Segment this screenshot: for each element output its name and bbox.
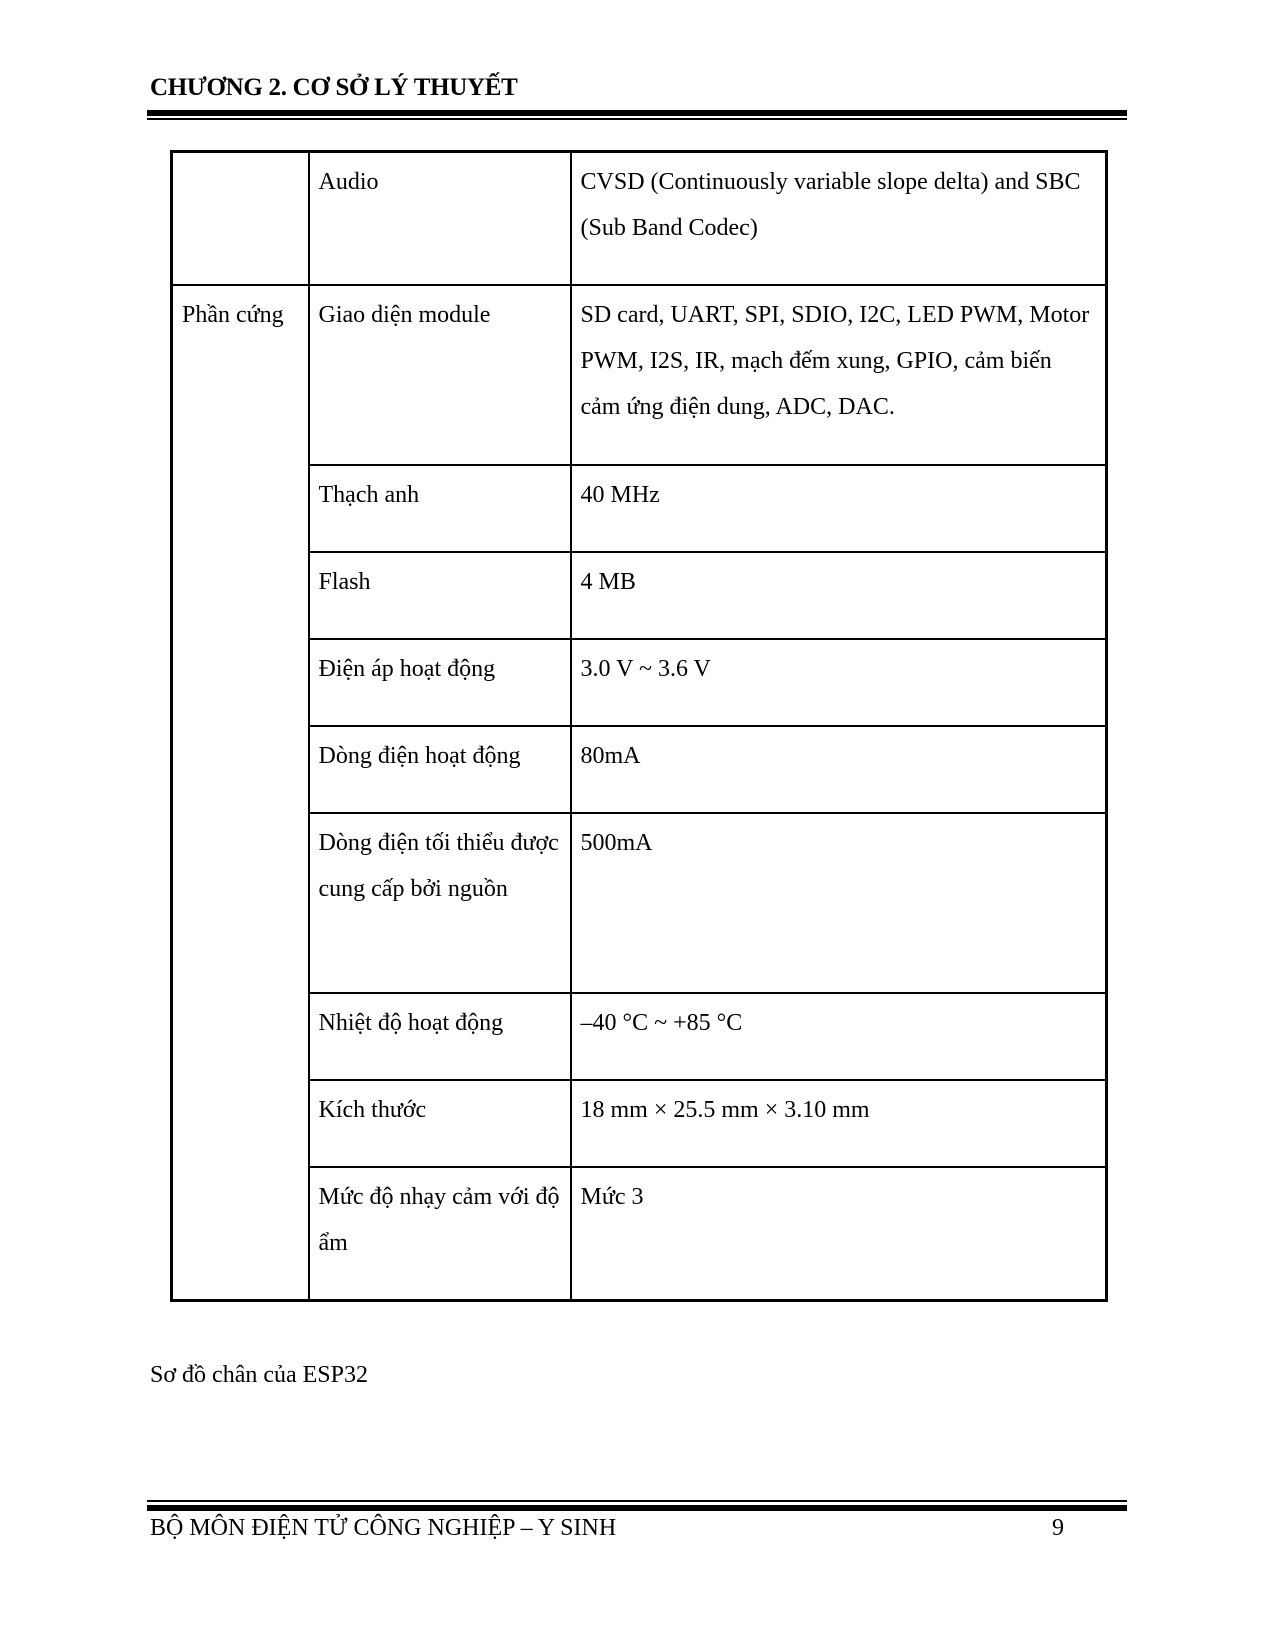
param-cell: Nhiệt độ hoạt động bbox=[309, 993, 571, 1080]
value-cell: CVSD (Continuously variable slope delta) and SBC (Sub Band Codec) bbox=[571, 152, 1107, 285]
table-row bbox=[172, 1167, 1107, 1301]
table-row bbox=[172, 993, 1107, 1080]
footer-rule-thin bbox=[147, 1500, 1127, 1502]
value-cell: 4 MB bbox=[571, 552, 1107, 639]
table-row bbox=[172, 465, 1107, 552]
param-cell: Điện áp hoạt động bbox=[309, 639, 571, 726]
group-cell bbox=[172, 152, 309, 285]
param-cell: Mức độ nhạy cảm với độ ẩm bbox=[309, 1167, 571, 1301]
header-rule-thick bbox=[147, 110, 1127, 116]
table-row bbox=[172, 1080, 1107, 1167]
spec-table bbox=[170, 150, 1108, 1302]
param-cell: Dòng điện tối thiểu được cung cấp bởi nguồn bbox=[309, 813, 571, 993]
value-cell: Mức 3 bbox=[571, 1167, 1107, 1301]
table-row bbox=[172, 639, 1107, 726]
table-row bbox=[172, 813, 1107, 993]
param-cell: Dòng điện hoạt động bbox=[309, 726, 571, 813]
value-cell: 500mA bbox=[571, 813, 1107, 993]
param-cell: Giao diện module bbox=[309, 285, 571, 465]
table-row bbox=[172, 285, 1107, 465]
value-cell: 18 mm × 25.5 mm × 3.10 mm bbox=[571, 1080, 1107, 1167]
footer-department: BỘ MÔN ĐIỆN TỬ CÔNG NGHIỆP – Y SINH bbox=[150, 1515, 617, 1541]
table-row bbox=[172, 726, 1107, 813]
value-cell: 3.0 V ~ 3.6 V bbox=[571, 639, 1107, 726]
value-cell: –40 °C ~ +85 °C bbox=[571, 993, 1107, 1080]
group-cell: Phần cứng bbox=[172, 285, 309, 1301]
value-cell: 40 MHz bbox=[571, 465, 1107, 552]
figure-caption: Sơ đồ chân của ESP32 bbox=[150, 1362, 369, 1388]
param-cell: Flash bbox=[309, 552, 571, 639]
header-rule-thin bbox=[147, 118, 1127, 120]
page-number: 9 bbox=[1052, 1515, 1064, 1541]
value-cell: SD card, UART, SPI, SDIO, I2C, LED PWM, Motor PWM, I2S, IR, mạch đếm xung, GPIO, cảm biến cảm ứng điện dung, ADC, DAC. bbox=[571, 285, 1107, 465]
param-cell: Audio bbox=[309, 152, 571, 285]
table-row bbox=[172, 552, 1107, 639]
value-cell: 80mA bbox=[571, 726, 1107, 813]
chapter-title: CHƯƠNG 2. CƠ SỞ LÝ THUYẾT bbox=[150, 74, 518, 101]
footer-rule-thick bbox=[147, 1505, 1127, 1511]
param-cell: Kích thước bbox=[309, 1080, 571, 1167]
param-cell: Thạch anh bbox=[309, 465, 571, 552]
table-row bbox=[172, 152, 1107, 285]
